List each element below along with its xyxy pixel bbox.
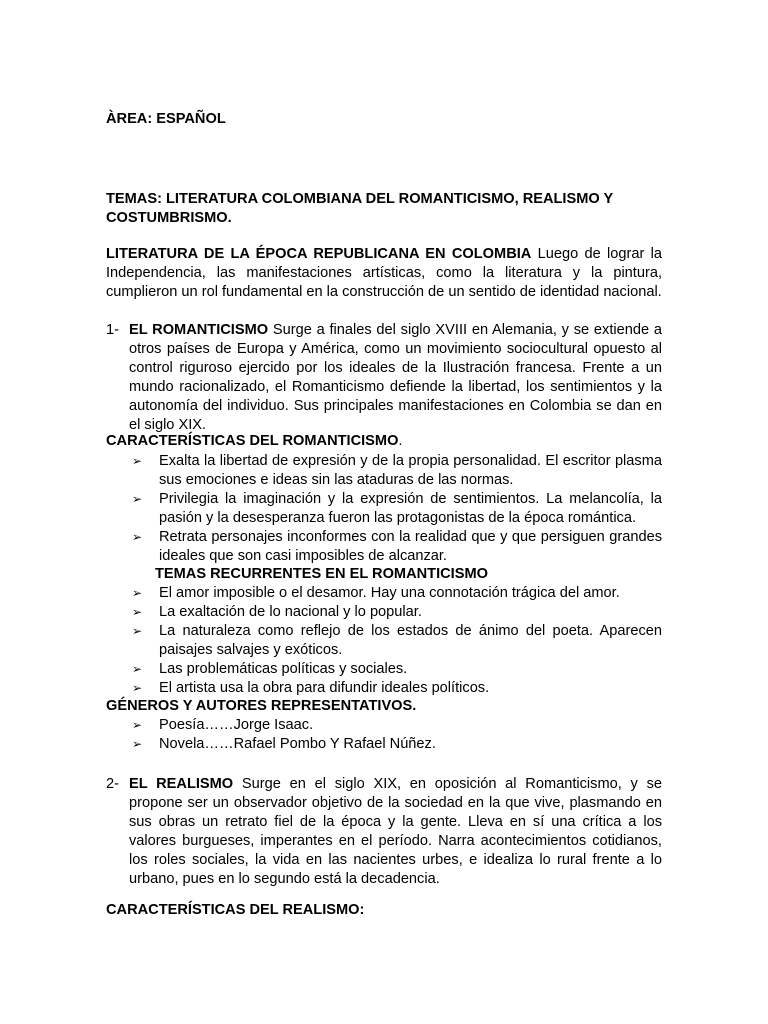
romanticism-section [106, 321, 662, 434]
list-item [132, 622, 662, 660]
list-item [132, 660, 662, 679]
list-item-text: Las problemáticas políticas y sociales. [159, 660, 408, 677]
list-item [132, 716, 662, 735]
intro-text: Luego de lograr la Independencia, las manifestaciones artísticas, como la literatura y la pintura, cumplieron un rol fundamental en la construcción de un sentido de identidad nacional. [106, 246, 663, 300]
romanticism-characteristics-list [132, 452, 662, 565]
list-item [132, 679, 662, 698]
arrow-bullet-icon: ➢ [132, 623, 143, 638]
romanticism-characteristics-heading [106, 432, 402, 451]
realism-heading: EL REALISMO [129, 776, 234, 792]
list-item-text: La naturaleza como reflejo de los estados de ánimo del poeta. Aparecen paisajes salvajes y exóticos. [159, 622, 662, 658]
list-item [132, 603, 662, 622]
genres-heading: GÉNEROS Y AUTORES REPRESENTATIVOS. [106, 698, 417, 714]
genres-list [132, 716, 662, 754]
list-item [132, 452, 662, 490]
topics-heading: TEMAS: LITERATURA COLOMBIANA DEL ROMANTICISMO, REALISMO Y COSTUMBRISMO. [106, 191, 613, 226]
arrow-bullet-icon: ➢ [132, 454, 143, 468]
recurring-themes-heading: TEMAS RECURRENTES EN EL ROMANTICISMO [155, 566, 488, 582]
recurring-themes-list [132, 584, 662, 697]
list-item [132, 490, 662, 528]
romanticism-text: Surge a finales del siglo XVIII en Alemania, y se extiende a otros países de Europa y América, como un movimiento sociocultural opuesto al control riguroso ejercido por los ideales de la Ilustración francesa. Frente a un mundo racionalizado, el Romanticismo defiende la libertad, los sentimientos y la autonomía del individuo. Sus principales manifestaciones en Colombia se dan en el siglo XIX. [129, 322, 662, 433]
area-heading: ÀREA: ESPAÑOL [106, 111, 226, 127]
list-item [132, 584, 662, 603]
list-item [132, 528, 662, 566]
list-item-text: El artista usa la obra para difundir ideales políticos. [159, 679, 490, 696]
arrow-bullet-icon: ➢ [132, 736, 143, 751]
arrow-bullet-icon: ➢ [132, 529, 143, 544]
section-number: 1- [106, 322, 119, 338]
list-item-text: La exaltación de lo nacional y lo popular. [159, 603, 422, 620]
list-item [132, 735, 662, 754]
realism-section [106, 775, 662, 888]
intro-paragraph [106, 245, 662, 302]
realism-text: Surge en el siglo XIX, en oposición al Romanticismo, y se propone ser un observador objetivo de la sociedad en la que vive, plasmando en sus obras un retrato fiel de la época y la gente. Lleva en sí una crítica a los valores burgueses, imperantes en el período. Narra acontecimientos cotidianos, los roles sociales, la vida en las nacientes urbes, e idealiza lo rural frente a lo urbano, pues en lo segundo está la decadencia. [129, 776, 662, 887]
list-item-text: Poesía……Jorge Isaac. [159, 717, 314, 733]
list-item-text: Exalta la libertad de expresión y de la propia personalidad. El escritor plasma sus emociones e ideas sin las ataduras de las normas. [159, 453, 662, 488]
arrow-bullet-icon: ➢ [132, 586, 143, 600]
arrow-bullet-icon: ➢ [132, 604, 143, 619]
list-item-text: El amor imposible o el desamor. Hay una connotación trágica del amor. [159, 585, 620, 601]
intro-heading: LITERATURA DE LA ÉPOCA REPUBLICANA EN COLOMBIA [106, 246, 532, 262]
list-item-text: Retrata personajes inconformes con la realidad que y que persiguen grandes ideales que son casi imposibles de alcanzar. [159, 528, 662, 564]
arrow-bullet-icon: ➢ [132, 680, 143, 695]
romanticism-heading: EL ROMANTICISMO [129, 322, 269, 338]
realism-characteristics-heading: CARACTERÍSTICAS DEL REALISMO: [106, 902, 365, 918]
heading-period: . [398, 433, 403, 449]
arrow-bullet-icon: ➢ [132, 718, 143, 732]
list-item-text: Privilegia la imaginación y la expresión de sentimientos. La melancolía, la pasión y la desesperanza fueron las protagonistas de la época romántica. [159, 490, 662, 526]
arrow-bullet-icon: ➢ [132, 661, 143, 676]
romanticism-characteristics-title: CARACTERÍSTICAS DEL ROMANTICISMO [106, 433, 399, 449]
arrow-bullet-icon: ➢ [132, 491, 143, 506]
list-item-text: Novela……Rafael Pombo Y Rafael Núñez. [159, 735, 436, 752]
section-number: 2- [106, 776, 119, 792]
